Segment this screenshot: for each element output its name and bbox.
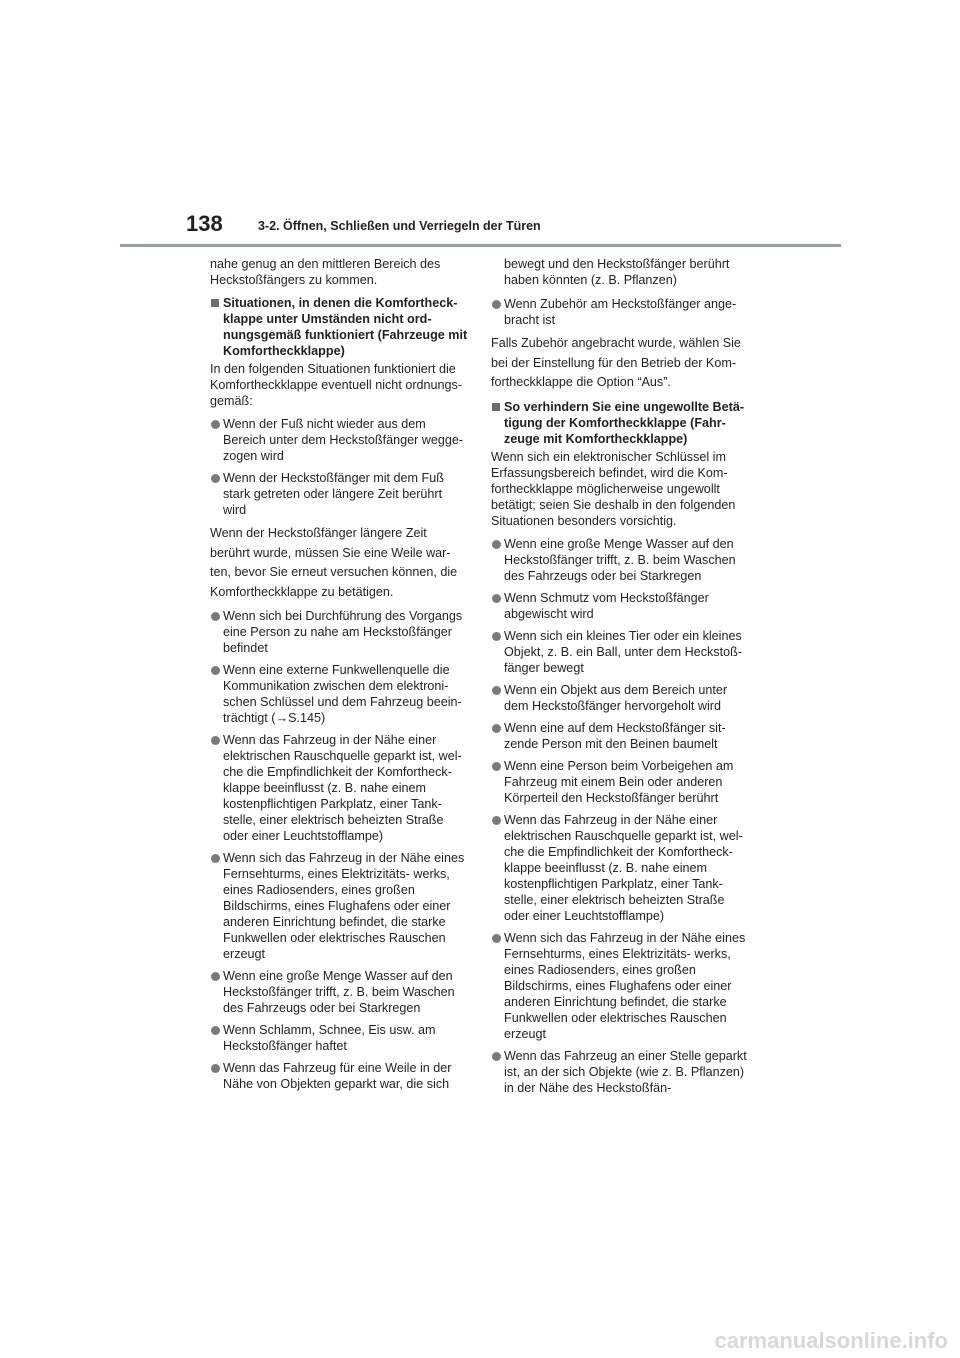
bullet-item: Wenn das Fahrzeug in der Nähe einer elektrischen Rauschquelle geparkt ist, wel- che die Empfindlichkeit der Komfortheck- klappe beeinflusst (z. B. nahe einem kostenpflichtigen Parkplatz, einer Tank- stelle, einer elektrisch beheizten Straße oder einer Leuchtstofflampe)	[210, 732, 468, 844]
bullet-item: Wenn eine externe Funkwellenquelle die Kommunikation zwischen dem elektroni- schen Schlüssel und dem Fahrzeug beein- trächtigt (→S.145)	[210, 662, 468, 726]
bullet-item: Wenn der Fuß nicht wieder aus dem Bereich unter dem Heckstoßfänger wegge- zogen wird	[210, 416, 468, 464]
bullet-item: Wenn sich ein kleines Tier oder ein kleines Objekt, z. B. ein Ball, unter dem Heckstoß- fänger bewegt	[491, 628, 749, 676]
intro-paragraph: Wenn sich ein elektronischer Schlüssel im Erfassungsbereich befindet, wird die Kom- fortheckklappe möglicherweise ungewollt betätigt; seien Sie deshalb in den folgenden Situationen besonders vorsichtig.	[491, 449, 736, 528]
section-title: 3-2. Öffnen, Schließen und Verriegeln der Türen	[258, 219, 541, 233]
bullet-item: Wenn eine große Menge Wasser auf den Heckstoßfänger trifft, z. B. beim Waschen des Fahrzeugs oder bei Starkregen	[210, 968, 468, 1016]
page-number: 138	[186, 211, 223, 236]
bullet-item: Wenn Zubehör am Heckstoßfänger ange- bracht ist	[491, 296, 749, 328]
continuation-text: nahe genug an den mittleren Bereich des Heckstoßfängers zu kommen.	[210, 257, 441, 287]
bullet-item: Wenn Schlamm, Schnee, Eis usw. am Heckstoßfänger haftet	[210, 1022, 468, 1054]
section-heading: Situationen, in denen die Komfortheck- klappe unter Umständen nicht ord- nungsgemäß funktioniert (Fahrzeuge mit Komfortheckklappe)	[210, 295, 468, 359]
bullet-item: Wenn der Heckstoßfänger mit dem Fuß stark getreten oder längere Zeit berührt wird	[210, 470, 468, 518]
section-heading: So verhindern Sie eine ungewollte Betä- tigung der Komfortheckklappe (Fahr- zeuge mit Komfortheckklappe)	[491, 399, 749, 447]
bullet-item: Wenn das Fahrzeug für eine Weile in der Nähe von Objekten geparkt war, die sich	[210, 1060, 468, 1092]
bullet-item: Wenn sich das Fahrzeug in der Nähe eines Fernsehturms, eines Elektrizitäts- werks, eines Radiosenders, eines großen Bildschirms, eines Flughafens oder einer anderen Einrichtung befindet, die starke Funkwellen oder elektrisches Rauschen erzeugt	[210, 850, 468, 962]
intro-paragraph: In den folgenden Situationen funktioniert die Komfortheckklappe eventuell nicht ordnungs- gemäß:	[210, 362, 463, 408]
right-column	[491, 256, 749, 1102]
bullet-item: Wenn sich bei Durchführung des Vorgangs eine Person zu nahe am Heckstoßfänger befindet	[210, 608, 468, 656]
bullet-item: Wenn sich das Fahrzeug in der Nähe eines Fernsehturms, eines Elektrizitäts- werks, eines Radiosenders, eines großen Bildschirms, eines Flughafens oder einer anderen Einrichtung befindet, die starke Funkwellen oder elektrisches Rauschen erzeugt	[491, 930, 749, 1042]
bullet-item: Wenn das Fahrzeug in der Nähe einer elektrischen Rauschquelle geparkt ist, wel- che die Empfindlichkeit der Komfortheck- klappe beeinflusst (z. B. nahe einem kostenpflichtigen Parkplatz, einer Tank- stelle, einer elektrisch beheizten Straße oder einer Leuchtstofflampe)	[491, 812, 749, 924]
bullet-item: Wenn eine Person beim Vorbeigehen am Fahrzeug mit einem Bein oder anderen Körperteil den Heckstoßfänger berührt	[491, 758, 749, 806]
watermark: carmanualsonline.info	[714, 1328, 948, 1353]
header-divider	[120, 244, 841, 247]
bullet-item: Wenn Schmutz vom Heckstoßfänger abgewischt wird	[491, 590, 749, 622]
note-paragraph: Wenn der Heckstoßfänger längere Zeit berührt wurde, müssen Sie eine Weile war- ten, bevor Sie erneut versuchen können, die Komfortheckklappe zu betätigen.	[210, 526, 458, 599]
left-column	[210, 256, 468, 1098]
bullet-item: Wenn ein Objekt aus dem Bereich unter dem Heckstoßfänger hervorgeholt wird	[491, 682, 749, 714]
accessory-note: Falls Zubehör angebracht wurde, wählen Sie bei der Einstellung für den Betrieb der Kom- fortheckklappe die Option “Aus”.	[491, 336, 741, 389]
bullet-item: Wenn eine auf dem Heckstoßfänger sit- zende Person mit den Beinen baumelt	[491, 720, 749, 752]
bullet-item: Wenn eine große Menge Wasser auf den Heckstoßfänger trifft, z. B. beim Waschen des Fahrzeugs oder bei Starkregen	[491, 536, 749, 584]
continuation-text: bewegt und den Heckstoßfänger berührt haben könnten (z. B. Pflanzen)	[504, 257, 730, 287]
bullet-item: Wenn das Fahrzeug an einer Stelle geparkt ist, an der sich Objekte (wie z. B. Pflanzen) in der Nähe des Heckstoßfän-	[491, 1048, 749, 1096]
